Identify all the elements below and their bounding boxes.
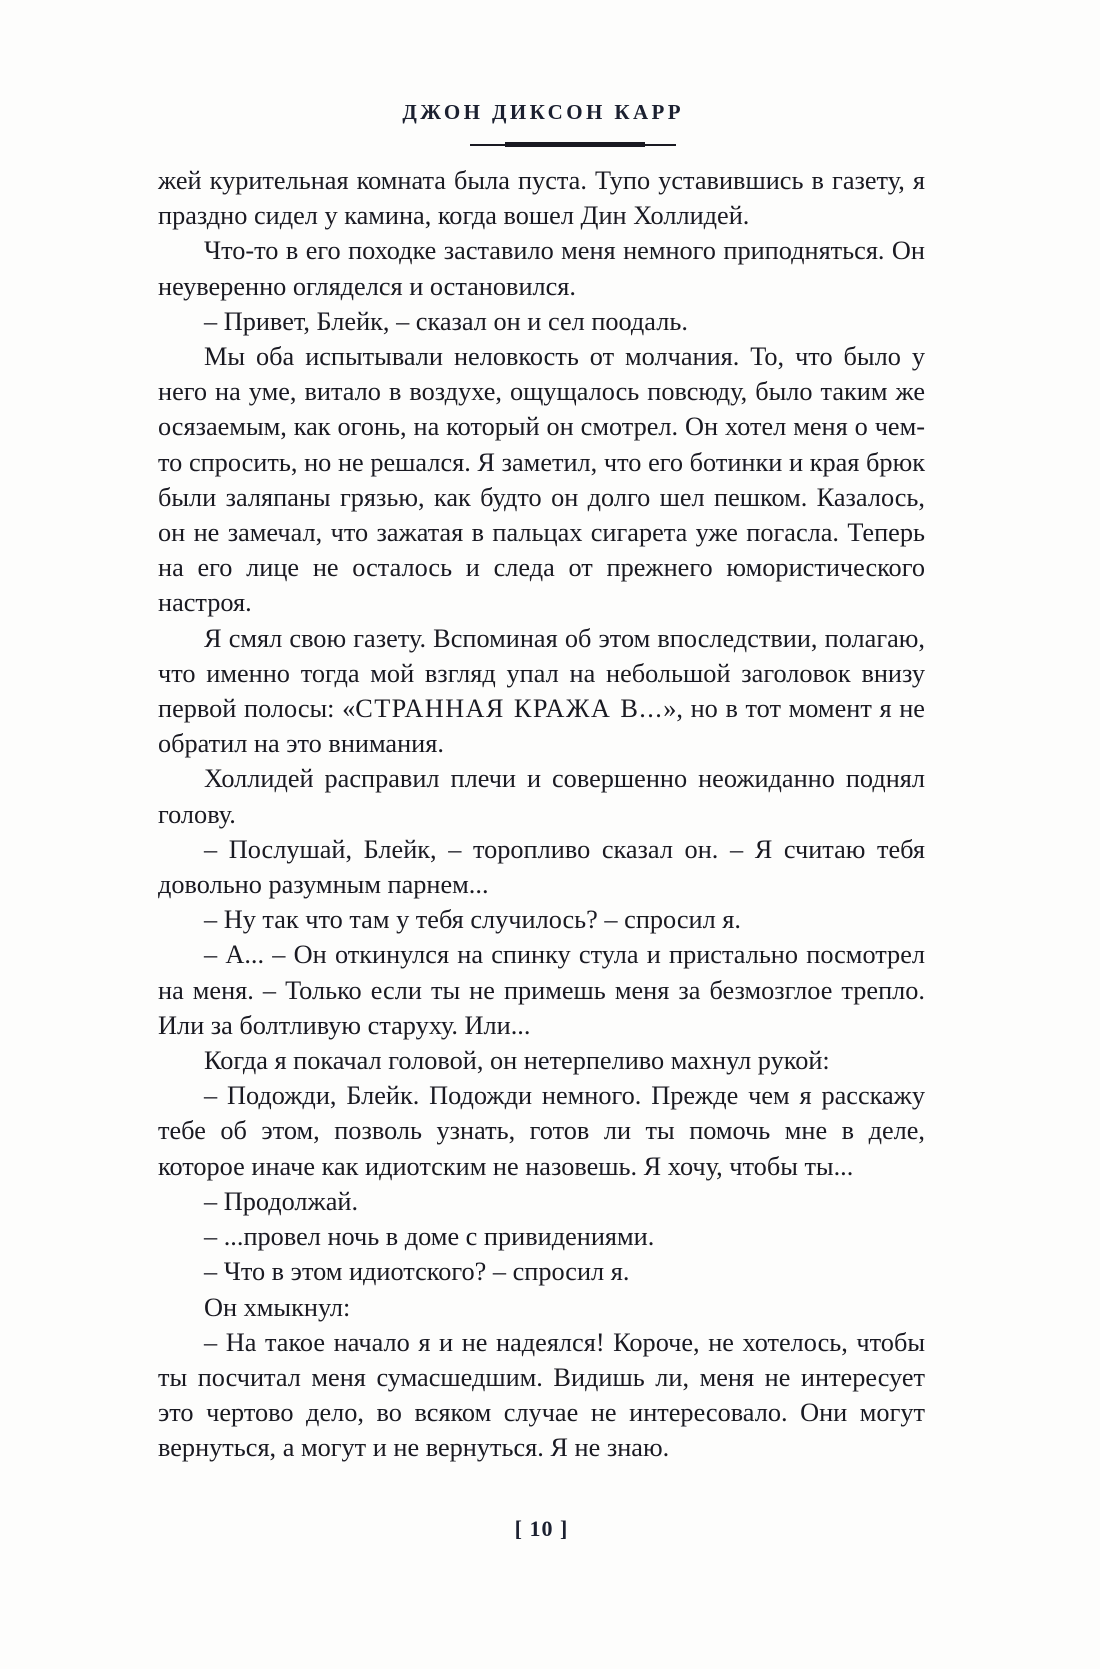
newspaper-headline-quote: СТРАННАЯ КРАЖА В... <box>355 694 664 724</box>
body-paragraph: Когда я покачал головой, он нетерпеливо махнул рукой: <box>204 1046 830 1076</box>
dialogue-paragraph: – ...провел ночь в доме с привидениями. <box>204 1222 655 1252</box>
body-paragraph: Мы оба испытывали неловкость от молчания. То, что было у него на уме, витало в воздухе, ощущалось повсюду, было таким же осязаемым, как огонь, на который он смотрел. Он хотел меня о чем-то спросить, но не решался. Я заметил, что его ботинки и края брюк были заляпаны грязью, как будто он долго шел пешком. Казалось, он не замечал, что зажатая в пальцах сигарета уже погасла. Теперь на его лице не осталось и следа от прежнего юмористического настроя. <box>158 342 925 618</box>
body-paragraph: Он хмыкнул: <box>204 1292 351 1322</box>
body-text-block <box>158 163 925 1466</box>
dialogue-paragraph: – Ну так что там у тебя случилось? – спросил я. <box>204 905 741 935</box>
page-number: [ 10 ] <box>514 1516 569 1541</box>
dialogue-paragraph: – Подожди, Блейк. Подожди немного. Прежде чем я расскажу тебе об этом, позволь узнать, готов ли ты помочь мне в деле, которое иначе как идиотским не назовешь. Я хочу, чтобы ты... <box>158 1081 925 1181</box>
divider-thick-bar <box>505 142 645 147</box>
header-divider-rule <box>158 141 925 149</box>
body-paragraph: Холлидей расправил плечи и совершенно неожиданно поднял голову. <box>158 764 925 829</box>
dialogue-paragraph: – Что в этом идиотского? – спросил я. <box>204 1257 630 1287</box>
dialogue-paragraph: – Послушай, Блейк, – торопливо сказал он. – Я считаю тебя довольно разумным парнем... <box>158 834 925 900</box>
body-paragraph: жей курительная комната была пуста. Тупо уставившись в газету, я праздно сидел у камина, когда вошел Дин Холлидей. <box>158 166 925 231</box>
dialogue-paragraph: – Продолжай. <box>204 1186 359 1216</box>
dialogue-paragraph: – А... – Он откинулся на спинку стула и пристально посмотрел на меня. – Только если ты не примешь меня за безмозглое трепло. Или за болтливую старуху. Или... <box>158 940 925 1040</box>
body-paragraph: Я смял свою газету. Вспоминая об этом впоследствии, полагаю, что именно тогда мой взгляд упал на небольшой заголовок внизу первой полосы: «СТРАННАЯ КРАЖА В...», но в тот момент я не обратил на это внимания. <box>158 623 925 759</box>
body-paragraph: Что-то в его походке заставило меня немного приподняться. Он неуверенно огляделся и остановился. <box>158 236 925 301</box>
dialogue-paragraph: – Привет, Блейк, – сказал он и сел поодаль. <box>204 306 688 336</box>
running-head: ДЖОН ДИКСОН КАРР <box>402 100 685 124</box>
dialogue-paragraph: – На такое начало я и не надеялся! Короче, не хотелось, чтобы ты посчитал меня сумасшедшим. Видишь ли, меня не интересует это чертово дело, во всяком случае не интересовало. Они могут вернуться, а могут и не вернуться. Я не знаю. <box>158 1327 925 1463</box>
